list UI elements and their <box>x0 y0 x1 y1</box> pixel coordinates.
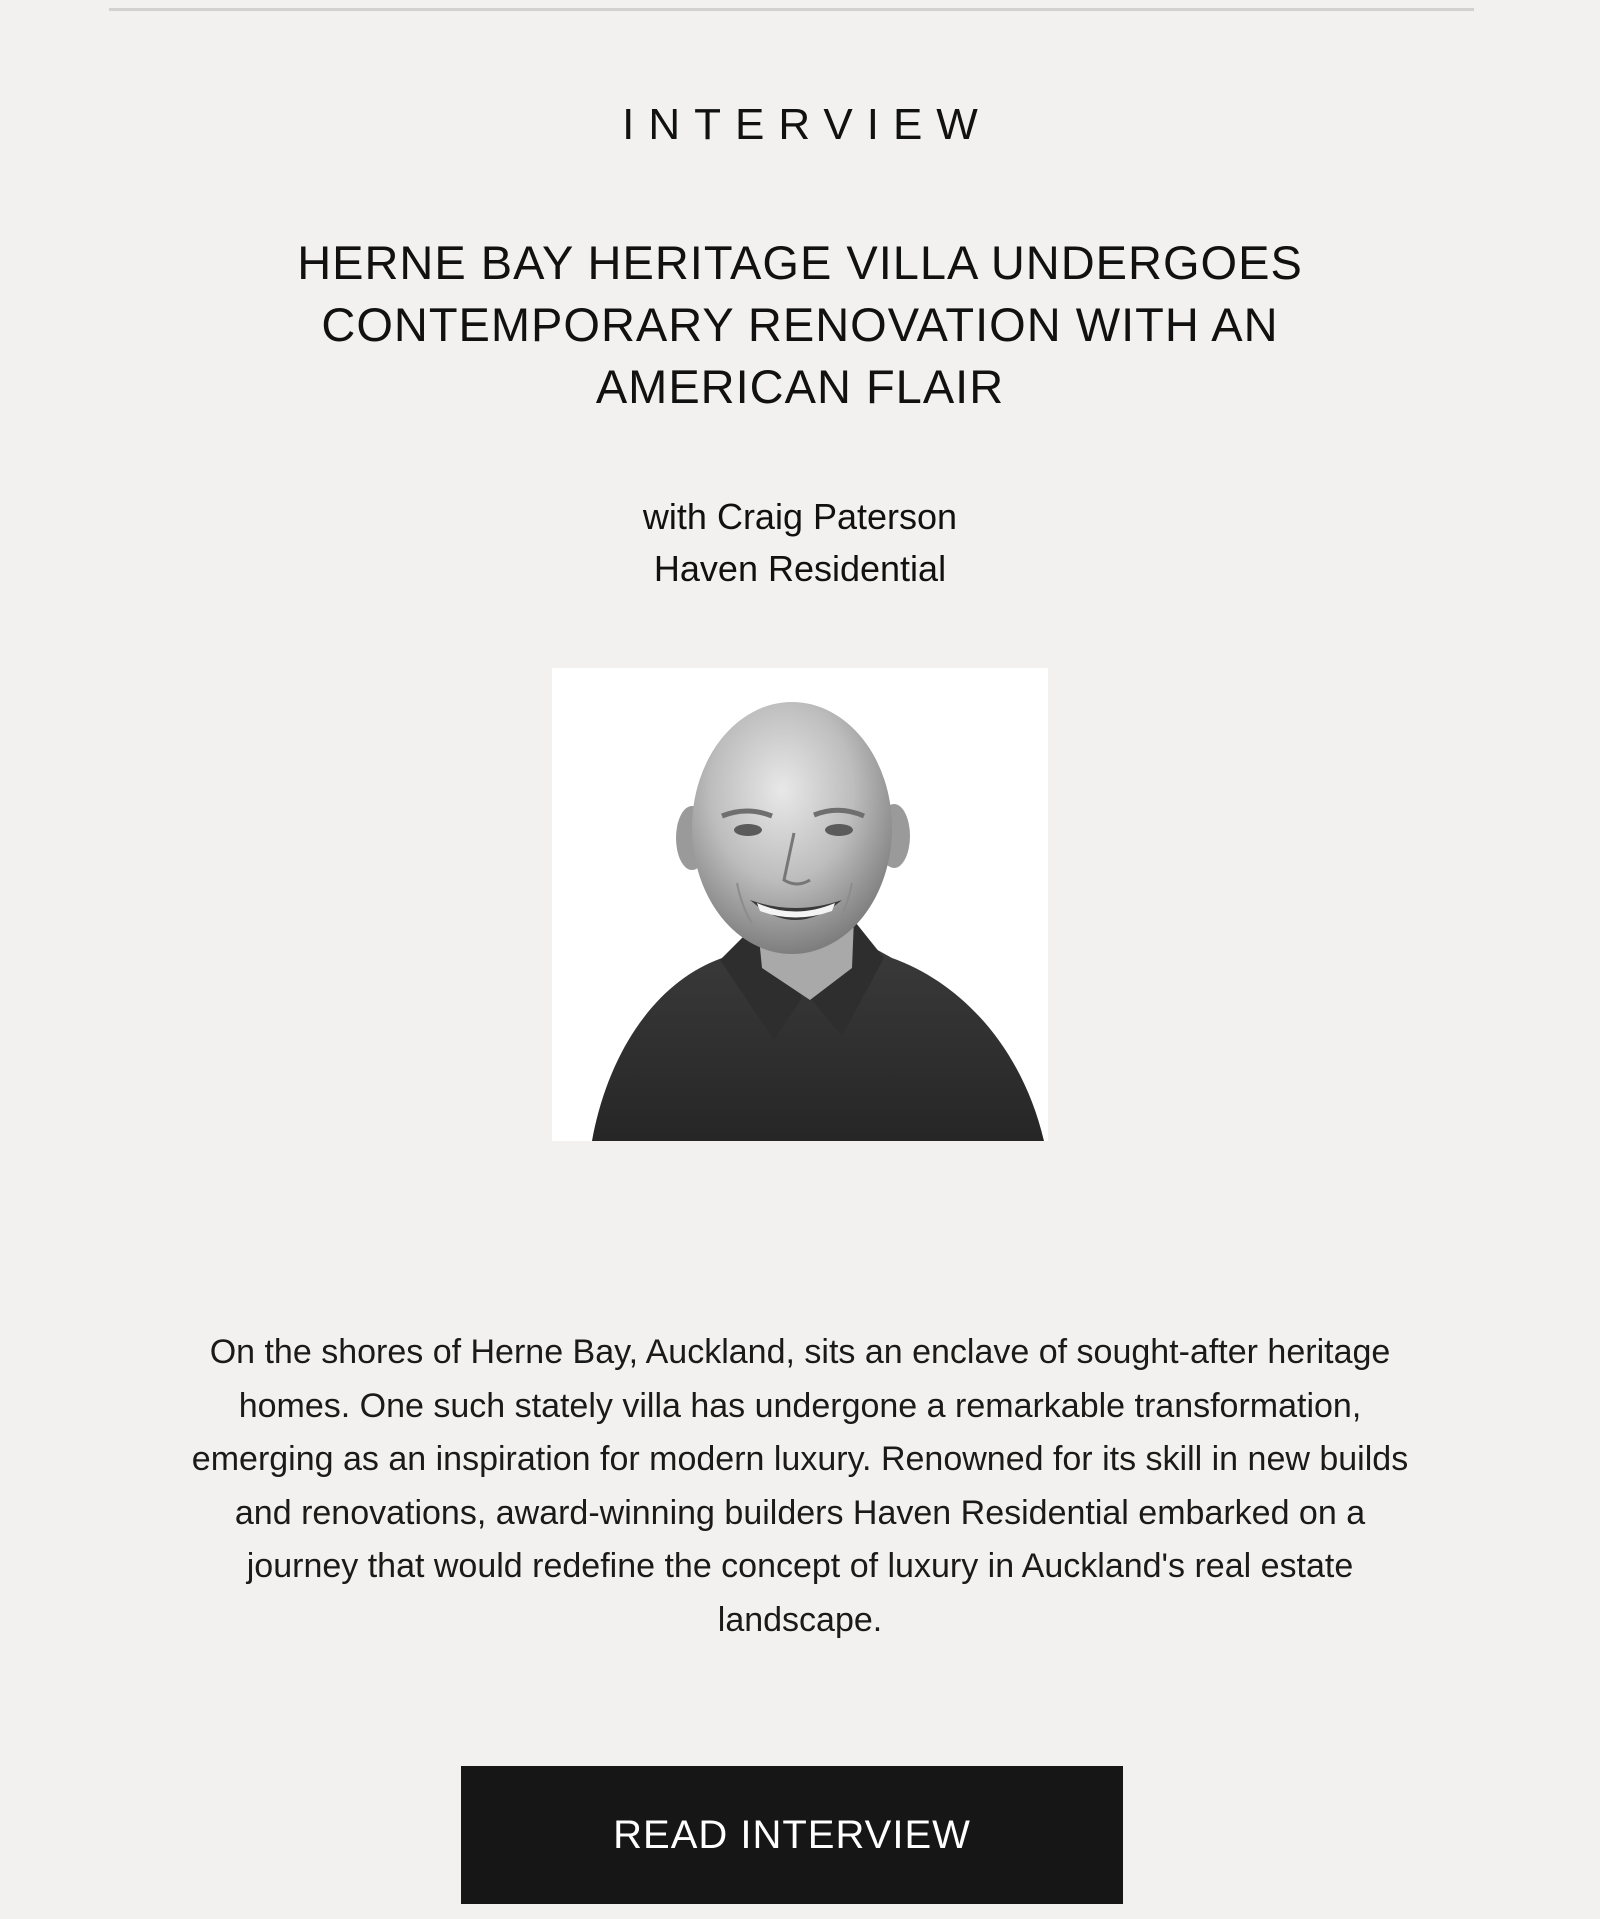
byline-person: with Craig Paterson <box>642 496 958 537</box>
read-interview-button[interactable]: READ INTERVIEW <box>461 1766 1123 1904</box>
article-intro: On the shores of Herne Bay, Auckland, sits an enclave of sought-after heritage homes. One such stately villa has undergone a remarkable transformation, emerging as an inspiration for modern luxury. Renowned for its skill in new builds and renovations, award-winning builders Haven Residential embarked on a journey that would redefine the concept of luxury in Auckland's real estate landscape. <box>191 1333 1409 1639</box>
portrait-photo <box>552 668 1048 1141</box>
article-headline: HERNE BAY HERITAGE VILLA UNDERGOES CONTEMPORARY RENOVATION WITH AN AMERICAN FLAIR <box>297 236 1303 413</box>
top-divider <box>109 8 1474 11</box>
byline <box>0 491 1600 595</box>
section-label: INTERVIEW <box>622 100 992 149</box>
byline-company: Haven Residential <box>653 548 947 589</box>
